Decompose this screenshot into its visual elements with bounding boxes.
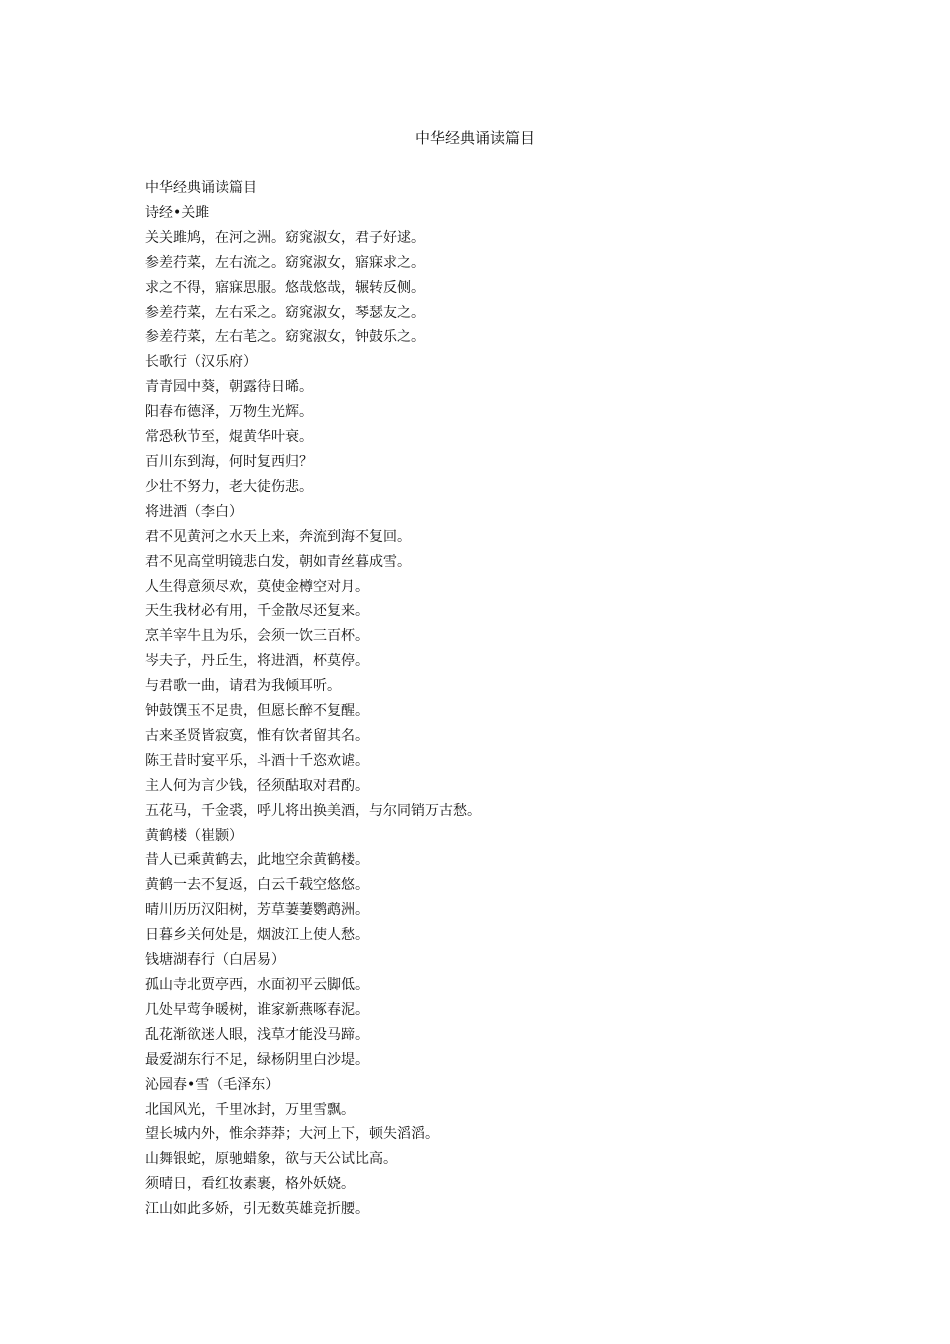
text-line: 君不见高堂明镜悲白发，朝如青丝暮成雪。 <box>145 553 411 570</box>
text-line: 沁园春•雪（毛泽东） <box>145 1076 280 1093</box>
text-line: 昔人已乘黄鹤去，此地空余黄鹤楼。 <box>145 852 369 869</box>
text-line: 求之不得，寤寐思服。悠哉悠哉，辗转反侧。 <box>145 279 425 296</box>
text-line: 陈王昔时宴平乐，斗酒十千恣欢谑。 <box>145 752 369 769</box>
text-line: 人生得意须尽欢，莫使金樽空对月。 <box>145 578 369 595</box>
text-line: 长歌行（汉乐府） <box>145 354 257 371</box>
text-line: 主人何为言少钱，径须酤取对君酌。 <box>145 777 369 794</box>
text-line: 晴川历历汉阳树，芳草萋萋鹦鹉洲。 <box>145 902 369 919</box>
text-line: 钱塘湖春行（白居易） <box>145 952 285 969</box>
text-line: 百川东到海，何时复西归？ <box>145 453 313 470</box>
text-line: 孤山寺北贾亭西，水面初平云脚低。 <box>145 977 369 993</box>
text-line: 少壮不努力，老大徒伤悲。 <box>145 478 313 495</box>
text-line: 参差荇菜，左右流之。窈窕淑女，寤寐求之。 <box>145 254 425 271</box>
text-line: 最爱湖东行不足，绿杨阴里白沙堤。 <box>145 1051 369 1068</box>
text-line: 君不见黄河之水天上来，奔流到海不复回。 <box>145 528 411 545</box>
text-line: 与君歌一曲，请君为我倾耳听。 <box>145 678 341 695</box>
text-line: 关关雎鸠，在河之洲。窈窕淑女，君子好逑。 <box>145 229 425 246</box>
text-line: 黄鹤一去不复返，白云千载空悠悠。 <box>145 877 369 894</box>
text-line: 阳春布德泽，万物生光辉。 <box>145 404 313 421</box>
text-line: 山舞银蛇，原驰蜡象，欲与天公试比高。 <box>145 1151 397 1168</box>
text-line: 常恐秋节至，焜黄华叶衰。 <box>145 429 313 446</box>
text-line: 望长城内外，惟余莽莽；大河上下，顿失滔滔。 <box>145 1126 439 1143</box>
text-line: 将进酒（李白） <box>145 503 243 520</box>
text-line: 古来圣贤皆寂寞，惟有饮者留其名。 <box>145 727 369 744</box>
text-line: 天生我材必有用，千金散尽还复来。 <box>145 603 369 620</box>
text-line: 青青园中葵，朝露待日晞。 <box>145 379 313 396</box>
text-line: 中华经典诵读篇目 <box>145 180 257 196</box>
text-line: 北国风光，千里冰封，万里雪飘。 <box>145 1101 355 1118</box>
text-line: 黄鹤楼（崔颢） <box>145 827 243 844</box>
page-title: 中华经典诵读篇目 <box>414 129 535 147</box>
text-line: 乱花渐欲迷人眼，浅草才能没马蹄。 <box>145 1026 369 1043</box>
text-line: 钟鼓馔玉不足贵，但愿长醉不复醒。 <box>145 703 369 720</box>
text-line: 江山如此多娇，引无数英雄竞折腰。 <box>145 1201 369 1218</box>
text-line: 烹羊宰牛且为乐，会须一饮三百杯。 <box>145 628 369 645</box>
document-body <box>145 176 865 1222</box>
text-line: 参差荇菜，左右芼之。窈窕淑女，钟鼓乐之。 <box>145 329 425 346</box>
text-line: 日暮乡关何处是，烟波江上使人愁。 <box>145 927 369 944</box>
text-line: 诗经•关雎 <box>145 204 210 221</box>
text-line: 须晴日，看红妆素裹，格外妖娆。 <box>145 1176 355 1193</box>
text-line: 参差荇菜，左右采之。窈窕淑女，琴瑟友之。 <box>145 304 425 321</box>
text-line: 几处早莺争暖树，谁家新燕啄春泥。 <box>145 1001 369 1018</box>
text-line: 岑夫子，丹丘生，将进酒，杯莫停。 <box>145 653 369 670</box>
text-line: 五花马，千金裘，呼儿将出换美酒，与尔同销万古愁。 <box>145 802 481 819</box>
